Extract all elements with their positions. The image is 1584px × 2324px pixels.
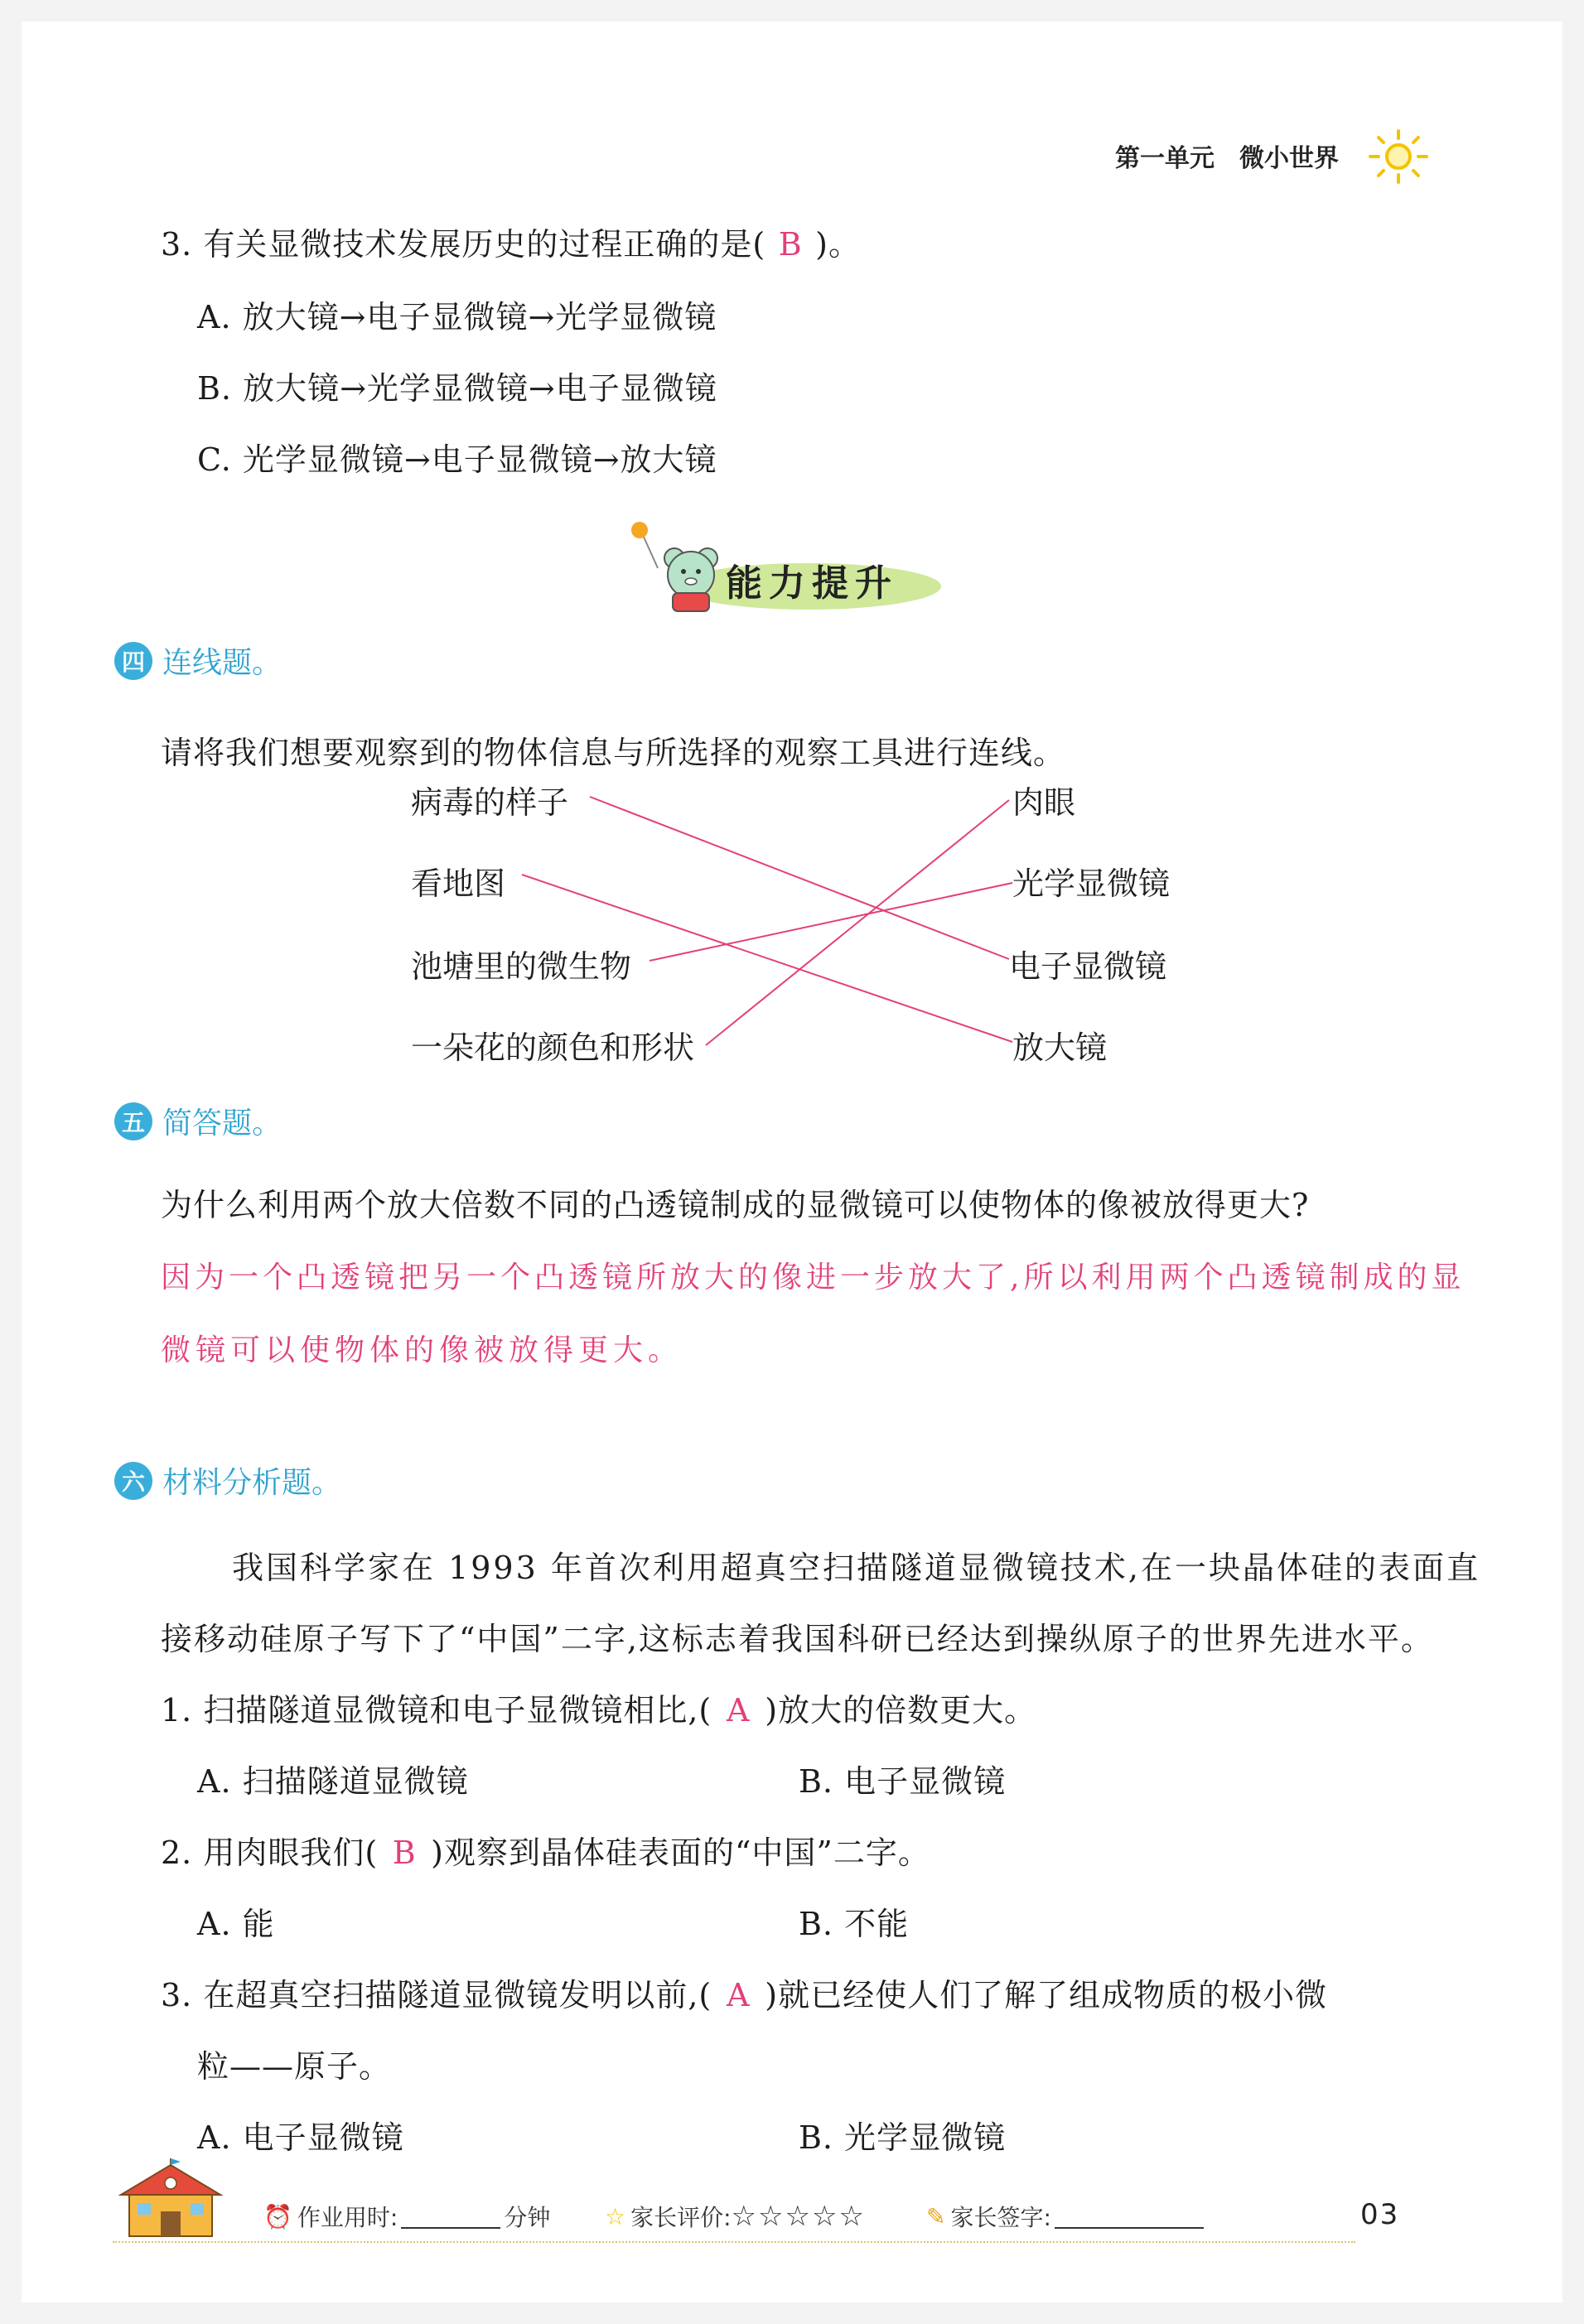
s6-q1-answer: A — [727, 1692, 751, 1729]
right-item: 放大镜 — [1012, 1029, 1108, 1066]
s6-q3-option-a: A. 电子显微镜 — [197, 2119, 404, 2156]
matching-lines — [22, 22, 1562, 1115]
section4-badge: 四 — [114, 642, 152, 680]
line-flower-to-eye — [706, 800, 1009, 1045]
homework-time — [263, 2200, 550, 2233]
section6-heading — [114, 1459, 341, 1502]
s6-q3-post: )就已经使人们了解了组成物质的极小微 — [765, 1977, 1328, 2013]
parent-rating — [605, 2200, 866, 2233]
s6-q1-option-a: A. 扫描隧道显微镜 — [197, 1763, 469, 1800]
s6-q1-pre: 1. 扫描隧道显微镜和电子显微镜相比,( — [161, 1692, 712, 1729]
section5-heading — [114, 1100, 282, 1142]
s6-q3-stem — [161, 1970, 1327, 2015]
s6-q2-post: )观察到晶体硅表面的“中国”二字。 — [431, 1835, 930, 1871]
s6-q1-post: )放大的倍数更大。 — [765, 1692, 1037, 1729]
section5-title: 简答题。 — [162, 1107, 283, 1140]
time-blank[interactable] — [401, 2204, 500, 2229]
time-unit: 分钟 — [504, 2204, 551, 2231]
s6-q1-option-b: B. 电子显微镜 — [799, 1763, 1007, 1800]
section4-instruction: 请将我们想要观察到的物体信息与所选择的观察工具进行连线。 — [161, 735, 1066, 771]
s6-q2-option-a: A. 能 — [197, 1906, 275, 1942]
section5-question: 为什么利用两个放大倍数不同的凸透镜制成的显微镜可以使物体的像被放得更大? — [161, 1187, 1310, 1223]
s6-q1-stem — [161, 1685, 1036, 1730]
q3-stem-pre: 3. 有关显微技术发展历史的过程正确的是( — [161, 226, 766, 263]
right-item: 电子显微镜 — [1009, 948, 1167, 985]
school-icon — [113, 2158, 229, 2244]
unit-label: 第一单元 — [1115, 144, 1215, 173]
sign-blank[interactable] — [1055, 2204, 1204, 2229]
footer-divider — [113, 2241, 1355, 2243]
material-line1: 我国科学家在 1993 年首次利用超真空扫描隧道显微镜技术,在一块晶体硅的表面直 — [232, 1550, 1480, 1586]
section4-title: 连线题。 — [162, 646, 283, 680]
unit-title: 微小世界 — [1239, 144, 1339, 173]
line-pond-to-optical — [650, 883, 1012, 961]
section5-badge: 五 — [114, 1102, 152, 1140]
s6-q3-option-b: B. 光学显微镜 — [799, 2119, 1007, 2156]
time-label: 作业用时: — [297, 2204, 398, 2231]
q3-option-a: A. 放大镜→电子显微镜→光学显微镜 — [197, 299, 717, 335]
s6-q2-pre: 2. 用肉眼我们( — [161, 1835, 379, 1871]
star-icon: ☆ — [605, 2202, 626, 2230]
q3-stem-post: )。 — [815, 226, 861, 263]
left-item: 看地图 — [411, 865, 506, 902]
right-item: 光学显微镜 — [1012, 865, 1171, 902]
section6-badge: 六 — [114, 1462, 152, 1500]
alarm-clock-icon: ⏰ — [263, 2202, 292, 2230]
section5-answer-line1: 因为一个凸透镜把另一个凸透镜所放大的像进一步放大了,所以利用两个凸透镜制成的显 — [161, 1261, 1466, 1295]
rating-label: 家长评价: — [630, 2204, 732, 2231]
s6-q3-pre: 3. 在超真空扫描隧道显微镜发明以前,( — [161, 1977, 712, 2013]
page-number: 03 — [1360, 2198, 1400, 2231]
section6-title: 材料分析题。 — [162, 1466, 342, 1500]
q3-option-b: B. 放大镜→光学显微镜→电子显微镜 — [197, 370, 717, 407]
rating-stars[interactable]: ☆☆☆☆☆ — [731, 2200, 866, 2233]
material-line2: 接移动硅原子写下了“中国”二字,这标志着我国科研已经达到操纵原子的世界先进水平。 — [161, 1621, 1434, 1657]
right-item: 肉眼 — [1012, 784, 1076, 821]
q3-option-c: C. 光学显微镜→电子显微镜→放大镜 — [197, 441, 717, 478]
s6-q2-answer: B — [392, 1835, 417, 1871]
left-item: 一朵花的颜色和形状 — [411, 1029, 695, 1066]
sign-label: 家长签字: — [950, 2204, 1051, 2231]
parent-signature — [926, 2200, 1204, 2233]
line-virus-to-electron — [590, 797, 1009, 959]
banner-title: 能力提升 — [726, 562, 898, 605]
s6-q2-option-b: B. 不能 — [799, 1906, 910, 1942]
q3-answer: B — [778, 226, 803, 263]
s6-q2-stem — [161, 1827, 930, 1873]
s6-q3-line2: 粒——原子。 — [197, 2048, 392, 2085]
left-item: 池塘里的微生物 — [411, 948, 632, 985]
left-item: 病毒的样子 — [411, 784, 569, 821]
section5-answer-line2: 微镜可以使物体的像被放得更大。 — [161, 1333, 683, 1367]
s6-q3-answer: A — [727, 1977, 751, 2013]
pencil-icon: ✎ — [926, 2202, 946, 2230]
worksheet-page — [22, 22, 1562, 2302]
